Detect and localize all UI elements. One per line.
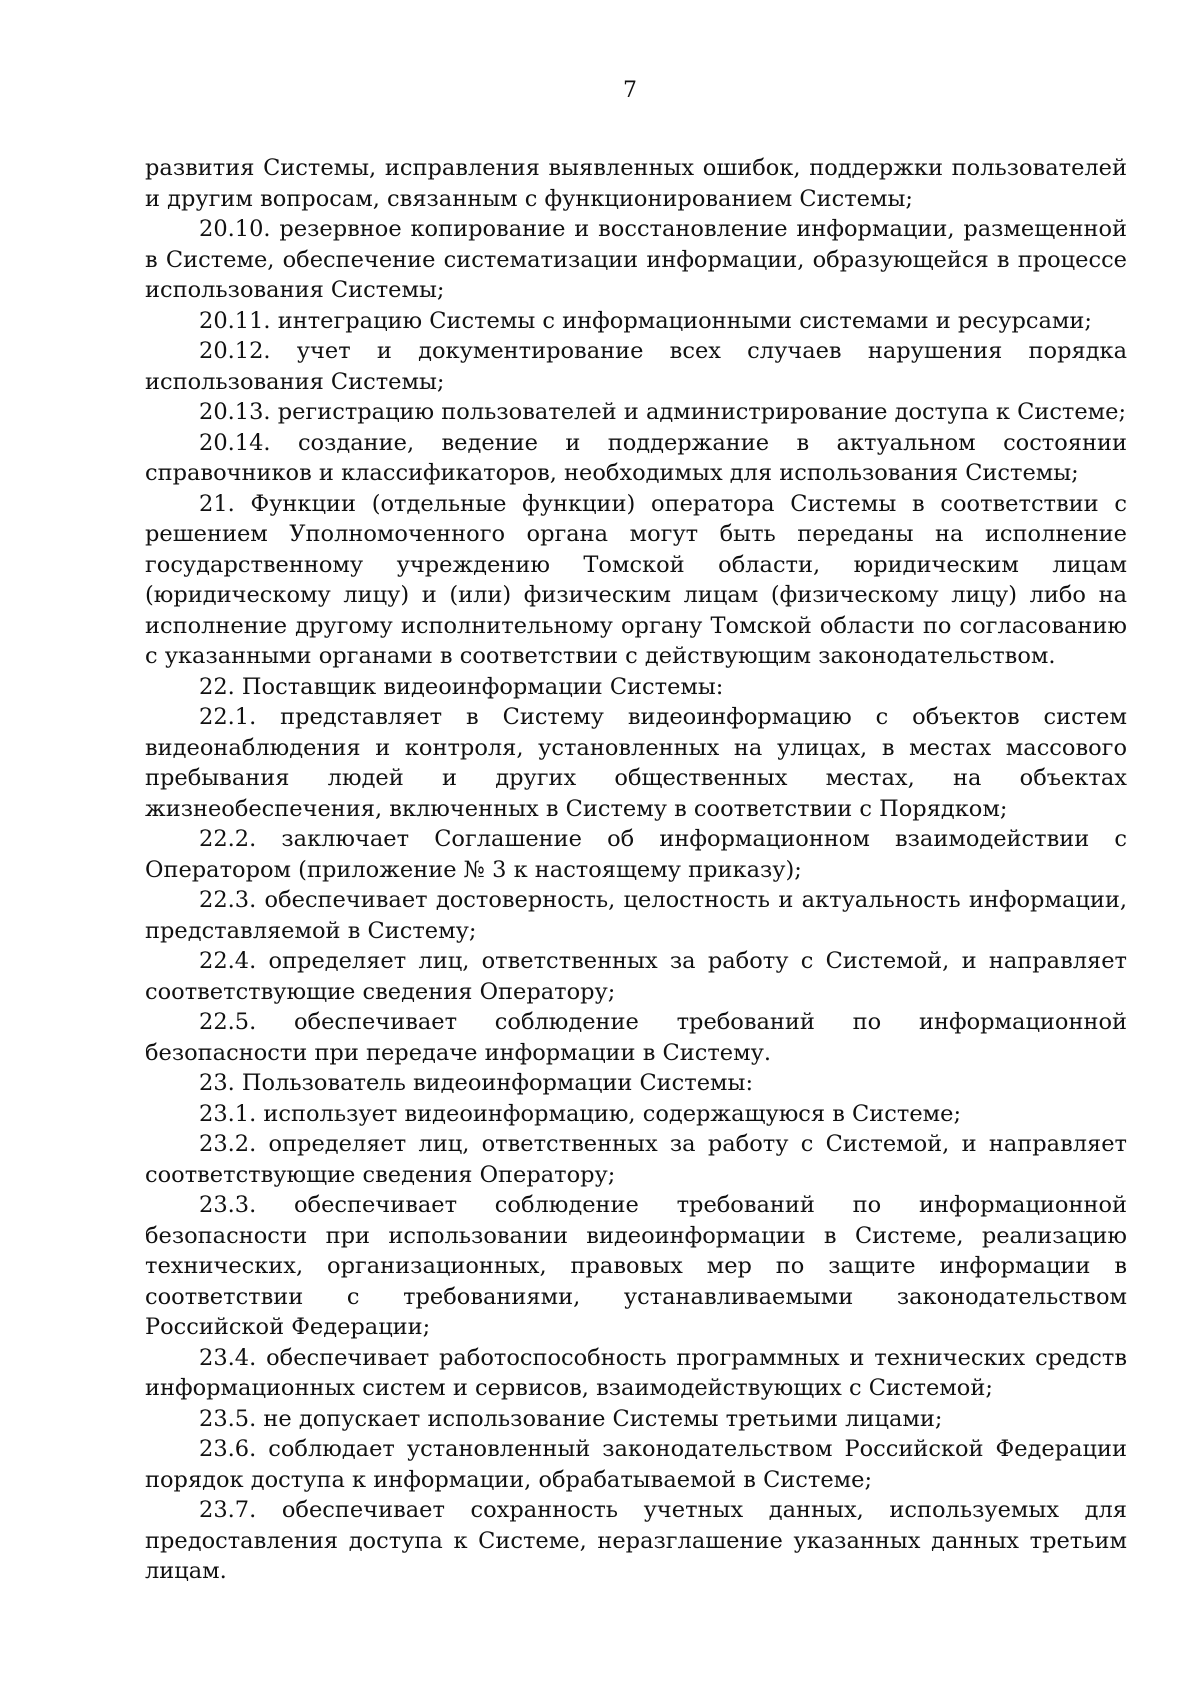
paragraph-23-3: 23.3. обеспечивает соблюдение требований по информационной безопасности при использовании видеоинформации в Системе, реализацию технических, организационных, правовых мер по защите информации в соответствии с требованиями, устанавливаемыми законодательством Российской Федерации; [145,1192,1127,1340]
paragraph-20-12: 20.12. учет и документирование всех случаев нарушения порядка использования Системы; [145,338,1127,395]
paragraph-20-10: 20.10. резервное копирование и восстановление информации, размещенной в Системе, обеспечение систематизации информации, образующейся в процессе использования Системы; [145,216,1127,303]
paragraph-22: 22. Поставщик видеоинформации Системы: [199,673,724,700]
paragraph-20-13: 20.13. регистрацию пользователей и администрирование доступа к Системе; [199,399,1127,425]
paragraph-21: 21. Функции (отдельные функции) оператора Системы в соответствии с решением Уполномоченного органа могут быть переданы на исполнение государственному учреждению Томской области, юридическим лицам (юридическому лицу) и (или) физическим лицам (физическому лицу) либо на исполнение другому исполнительному органу Томской области по согласованию с указанными органами в соответствии с действующим законодательством. [145,490,1127,669]
paragraph-20-11: 20.11. интеграцию Системы с информационными системами и ресурсами; [199,307,1092,334]
paragraph-23-7: 23.7. обеспечивает сохранность учетных данных, используемых для предоставления доступа к Системе, неразглашение указанных данных третьим лицам. [145,1497,1127,1584]
paragraph-23-4: 23.4. обеспечивает работоспособность программных и технических средств информационных систем и сервисов, взаимодействующих с Системой; [145,1344,1127,1401]
paragraph-continuation: развития Системы, исправления выявленных ошибок, поддержки пользователей и другим вопросам, связанным с функционированием Системы; [145,155,1127,212]
document-body [145,153,1127,1587]
paragraph-22-2: 22.2. заключает Соглашение об информационном взаимодействии с Оператором (приложение № 3 к настоящему приказу); [145,826,1127,883]
paragraph-23-6: 23.6. соблюдает установленный законодательством Российской Федерации порядок доступа к информации, обрабатываемой в Системе; [145,1436,1127,1493]
paragraph-23-2: 23.2. определяет лиц, ответственных за работу с Системой, и направляет соответствующие сведения Оператору; [145,1131,1127,1188]
paragraph-23-1: 23.1. использует видеоинформацию, содержащуюся в Системе; [199,1100,962,1127]
paragraph-22-1: 22.1. представляет в Систему видеоинформацию с объектов систем видеонаблюдения и контроля, установленных на улицах, в местах массового пребывания людей и других общественных местах, на объектах жизнеобеспечения, включенных в Систему в соответствии с Порядком; [145,704,1127,822]
paragraph-23-5: 23.5. не допускает использование Системы третьими лицами; [199,1405,943,1432]
paragraph-22-3: 22.3. обеспечивает достоверность, целостность и актуальность информации, представляемой в Систему; [145,887,1127,944]
paragraph-23: 23. Пользователь видеоинформации Системы: [199,1070,754,1096]
paragraph-20-14: 20.14. создание, ведение и поддержание в актуальном состоянии справочников и классификаторов, необходимых для использования Системы; [145,429,1127,486]
paragraph-22-4: 22.4. определяет лиц, ответственных за работу с Системой, и направляет соответствующие сведения Оператору; [145,948,1127,1005]
paragraph-22-5: 22.5. обеспечивает соблюдение требований по информационной безопасности при передаче информации в Систему. [145,1009,1127,1066]
page-number: 7 [623,78,637,103]
